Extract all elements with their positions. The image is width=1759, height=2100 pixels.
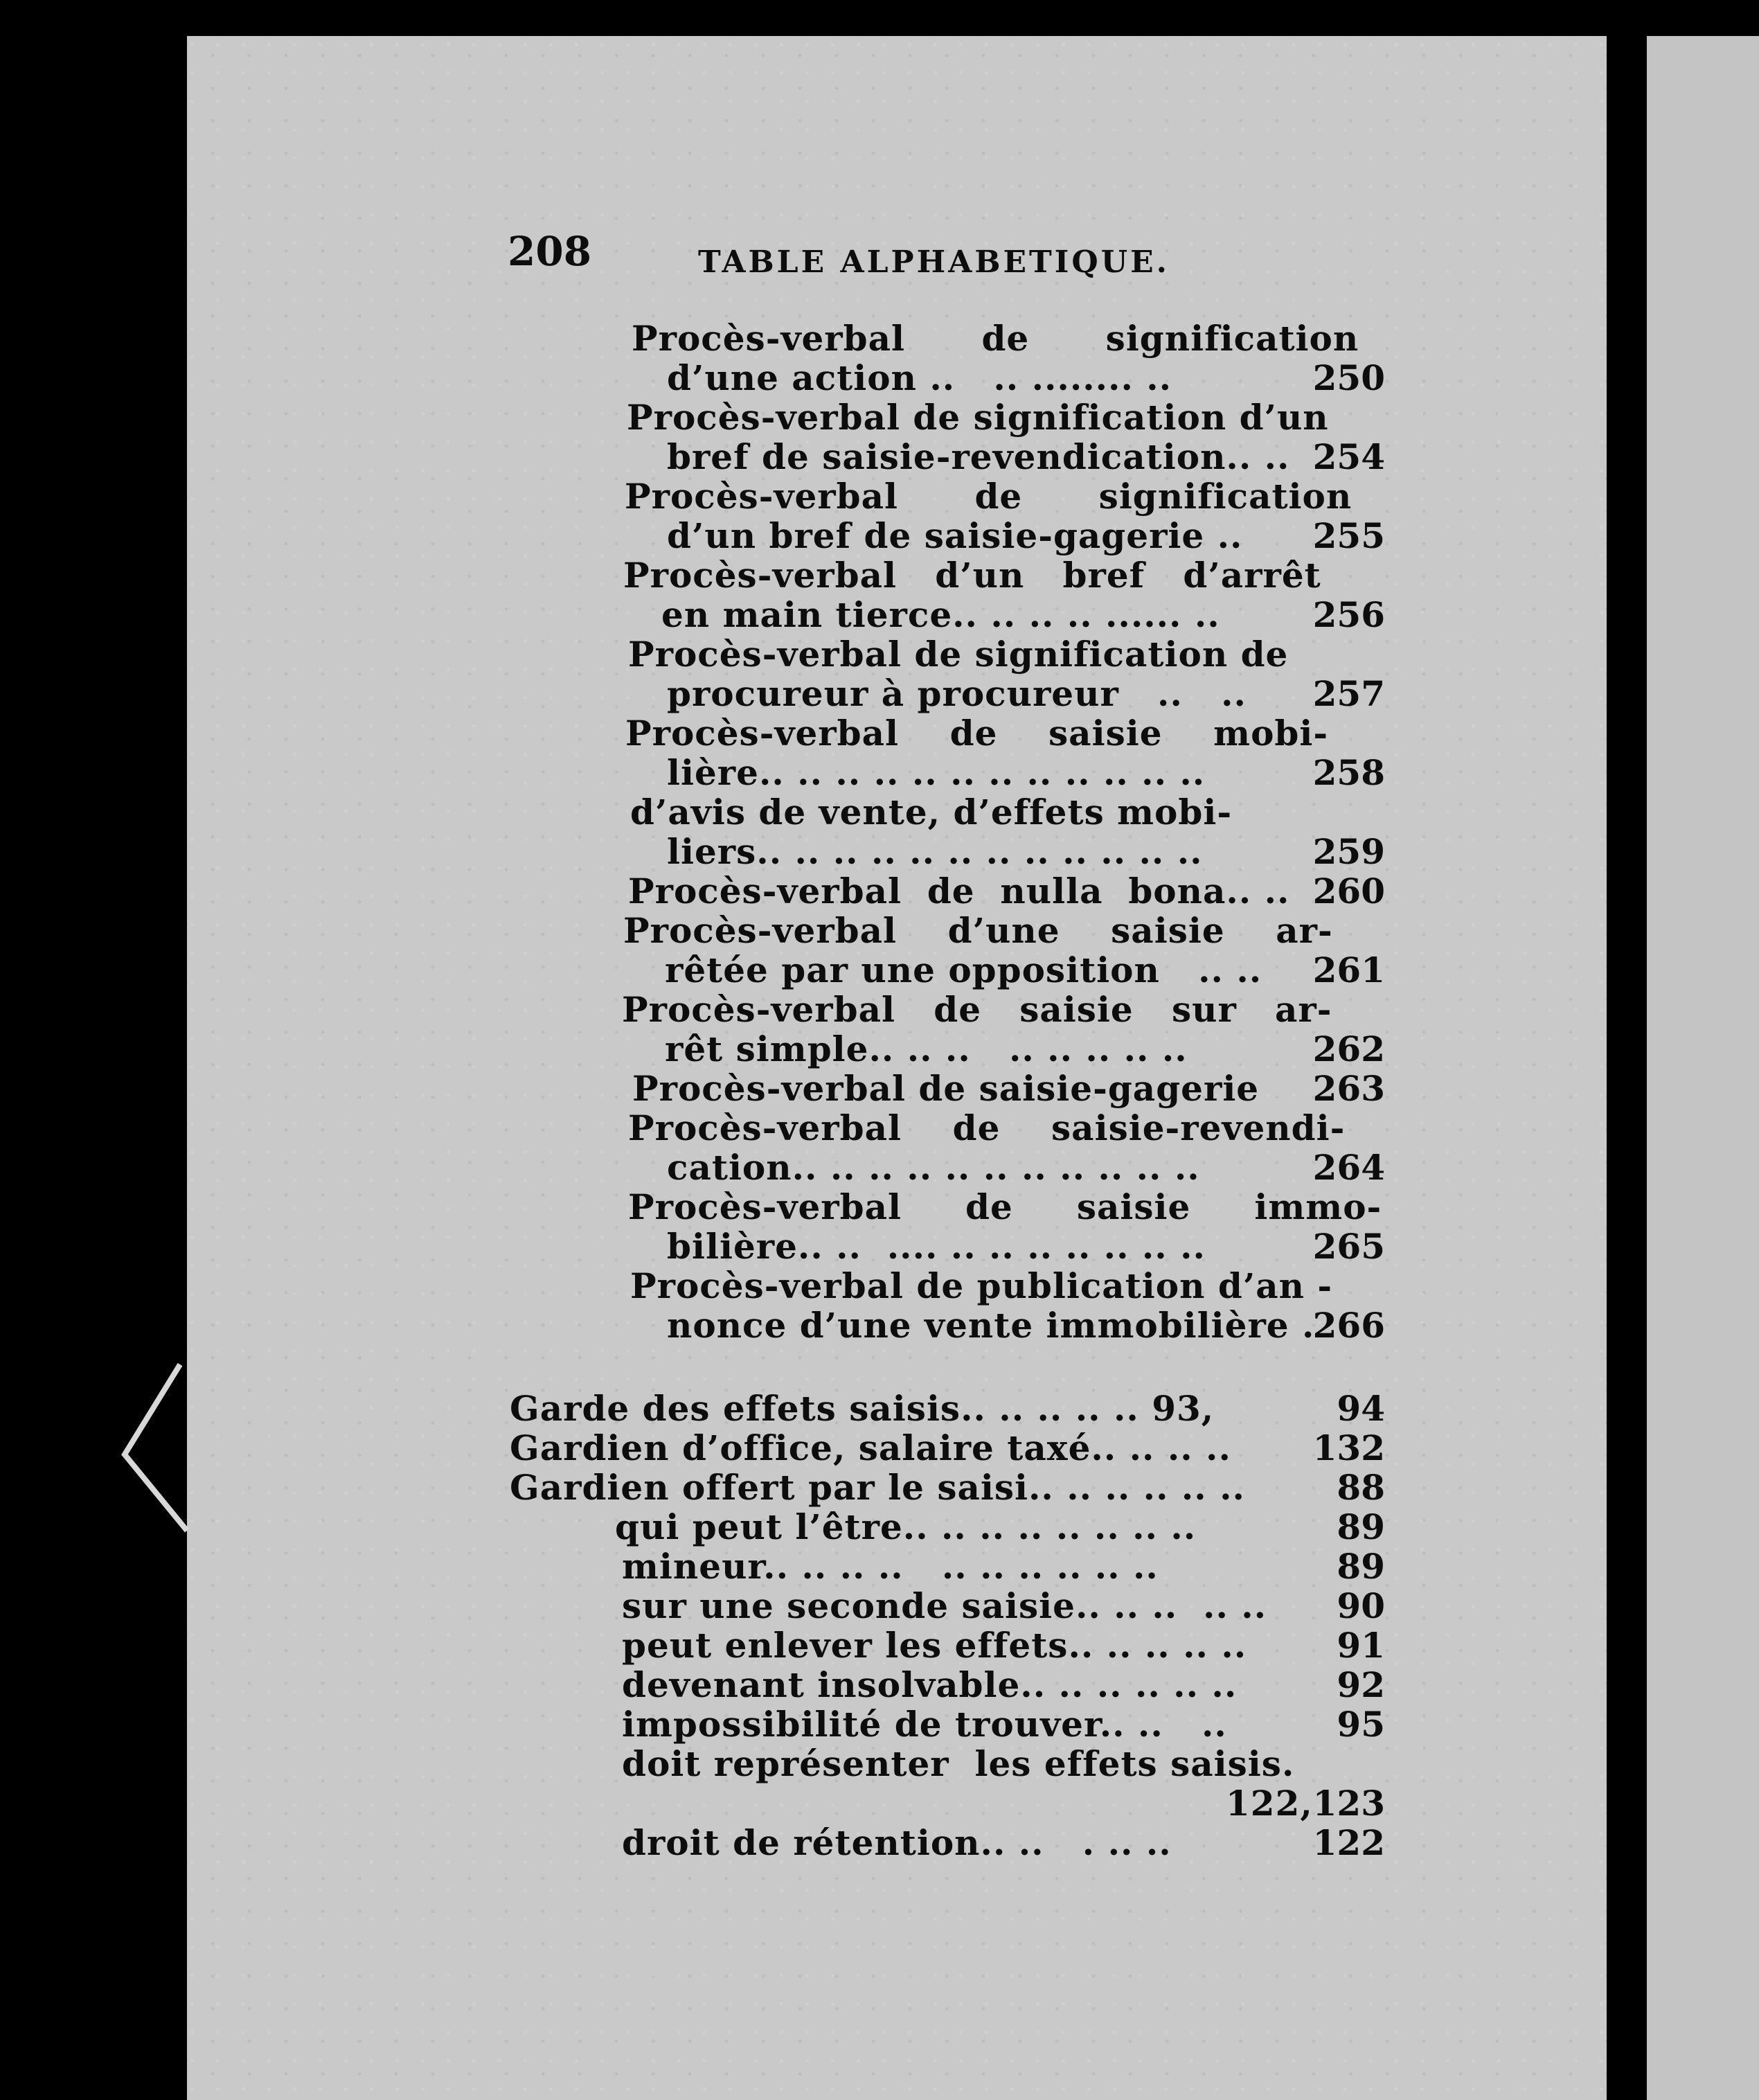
entry-page: 95 <box>1337 1704 1385 1745</box>
entry-page: 258 <box>1312 752 1385 793</box>
sub-entry: sur une seconde saisie.. .. .. .. .. <box>622 1585 1267 1626</box>
entry-line: en main tierce.. .. .. .. ...... .. <box>661 594 1220 635</box>
entry-line: Procès-verbal de publication d’an - <box>630 1265 1333 1306</box>
entry-page: 255 <box>1312 515 1385 556</box>
garde-term: Gardien d’office, <box>510 1427 846 1468</box>
entry-line: Procès-verbal de saisie-revendi- <box>628 1107 1346 1148</box>
entry-page: 262 <box>1312 1029 1385 1069</box>
entry-page: 263 <box>1312 1068 1385 1109</box>
entry-line: Procès-verbal de signification d’un <box>627 397 1329 438</box>
page-title: TABLE ALPHABETIQUE. <box>698 244 1170 280</box>
sub-entry: droit de rétention.. .. . .. .. <box>622 1822 1172 1863</box>
entry-page: 94 <box>1337 1388 1385 1429</box>
sub-entry: doit représenter les effets saisis. <box>622 1743 1295 1784</box>
entry-page: 254 <box>1312 436 1385 477</box>
entry-page: 91 <box>1337 1625 1385 1666</box>
entry-line: Procès-verbal d’un bref d’arrêt <box>623 555 1321 596</box>
entry-line: bilière.. .. .... .. .. .. .. .. .. .. <box>667 1226 1206 1267</box>
entry-line: Procès-verbal d’une saisie ar- <box>623 910 1333 951</box>
entry-page: 264 <box>1312 1147 1385 1188</box>
page-edge-mark <box>118 1358 215 1551</box>
sub-entry: 122, <box>1226 1783 1313 1824</box>
sub-entry: peut enlever les effets.. .. .. .. .. <box>622 1625 1247 1666</box>
entry-page: 260 <box>1312 871 1385 911</box>
entry-line: procureur à procureur .. .. <box>667 673 1247 714</box>
entry-line: Procès-verbal de saisie mobi- <box>625 713 1329 754</box>
garde-entry <box>510 1389 1214 1428</box>
adjacent-page-edge <box>1647 36 1759 2100</box>
entry-page: 266 <box>1312 1305 1385 1346</box>
garde-term: Garde des effets <box>510 1388 837 1429</box>
entry-line: d’un bref de saisie-gagerie .. <box>667 515 1243 556</box>
entry-line: Procès-verbal de signification <box>625 476 1352 517</box>
entry-page: 250 <box>1312 357 1385 398</box>
entry-page: 265 <box>1312 1226 1385 1267</box>
sub-entry: qui peut l’être.. .. .. .. .. .. .. .. <box>615 1506 1197 1547</box>
entry-line: Procès-verbal de signification <box>632 318 1359 359</box>
entry-line: rêtée par une opposition .. .. <box>665 950 1262 990</box>
entry-line: Procès-verbal de saisie-gagerie <box>632 1068 1260 1109</box>
entry-page: 256 <box>1312 594 1385 635</box>
garde-term: Gardien <box>510 1467 670 1508</box>
entry-page: 122 <box>1312 1822 1385 1863</box>
entry-page: 257 <box>1312 673 1385 714</box>
entry-page: 89 <box>1337 1506 1385 1547</box>
entry-page: 259 <box>1312 831 1385 872</box>
entry-line: lière.. .. .. .. .. .. .. .. .. .. .. .. <box>667 752 1206 793</box>
entry-line: Procès-verbal de saisie immo- <box>628 1186 1382 1227</box>
sub-entry: impossibilité de trouver.. .. .. <box>622 1704 1227 1745</box>
garde-entry <box>510 1428 1231 1468</box>
entry-line: Procès-verbal de saisie sur ar- <box>622 989 1332 1030</box>
entry-line: nonce d’une vente immobilière . <box>667 1305 1315 1346</box>
sub-entry: devenant insolvable.. .. .. .. .. .. <box>622 1664 1238 1705</box>
entry-line: bref de saisie-revendication.. .. <box>667 436 1290 477</box>
entry-line: rêt simple.. .. .. .. .. .. .. .. <box>665 1029 1188 1069</box>
garde-detail: offert par le saisi.. .. .. .. .. .. <box>669 1467 1245 1508</box>
garde-detail: saisis.. .. .. .. .. 93, <box>836 1388 1215 1429</box>
entry-page: 88 <box>1337 1467 1385 1508</box>
page-number: 208 <box>508 228 592 275</box>
garde-entry <box>510 1468 1245 1507</box>
entry-page: 90 <box>1337 1585 1385 1626</box>
entry-page: 92 <box>1337 1664 1385 1705</box>
entry-page: 261 <box>1312 950 1385 990</box>
entry-line: cation.. .. .. .. .. .. .. .. .. .. .. <box>667 1147 1200 1188</box>
entry-line: d’une action .. .. ........ .. <box>667 357 1172 398</box>
entry-line: liers.. .. .. .. .. .. .. .. .. .. .. .. <box>667 831 1203 872</box>
entry-page: 123 <box>1312 1783 1385 1824</box>
sub-entry: mineur.. .. .. .. .. .. .. .. .. .. <box>622 1546 1159 1587</box>
entry-line: d’avis de vente, d’effets mobi- <box>630 792 1233 833</box>
entry-page: 132 <box>1312 1427 1385 1468</box>
garde-detail: salaire taxé.. .. .. .. <box>846 1427 1231 1468</box>
entry-line: Procès-verbal de nulla bona.. .. <box>628 871 1290 911</box>
entry-line: Procès-verbal de signification de <box>628 634 1289 675</box>
entry-page: 89 <box>1337 1546 1385 1587</box>
